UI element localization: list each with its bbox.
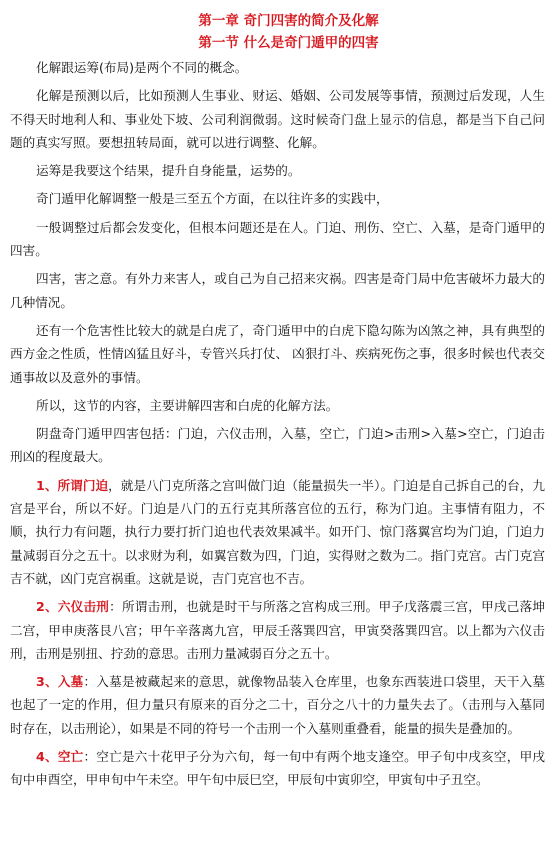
paragraph: 所以，这节的内容，主要讲解四害和白虎的化解方法。	[36, 397, 339, 413]
document-page	[10, 8, 545, 797]
harm-item-label: 2、六仪击刑	[36, 599, 110, 615]
paragraph: 四害，害之意。有外力来害人，或自己为自己招来灾祸。四害是奇门局中危害破坏力最大的几种情况。	[10, 271, 545, 310]
paragraph: 一般调整过后都会发变化，但根本问题还是在人。门迫、刑伤、空亡、入墓，是奇门遁甲的四害。	[10, 219, 545, 259]
harm-item-void	[10, 745, 545, 792]
chapter-title: 第一章 奇门四害的简介及化解	[198, 13, 379, 29]
harm-item-text: ，就是八门克所落之宫叫做门迫（能量损失一半）。门迫是自己拆自己的台，九宫是平台，所以不好。门迫是八门的五行克其所落宫位的五行，称为门迫。主事情有阻力，不顺，执行力有问题，执行力要打折门迫也代表效果减半。如开门、惊门落翼宫均为门迫，门迫力量减弱百分之五十。以求财为利，如翼宫数为四，门迫，实得财之数为二。指门克宫。古门克宫吉不就，凶门克宫祸重。这就是说，吉门克宫也不吉。	[10, 477, 546, 586]
harm-item-text: ：所谓击刑，也就是时干与所落之宫构成三刑。甲子戊落震三宫，甲戌己落坤二宫，甲申庚落艮八宫；甲午辛落离九宫，甲辰壬落巽四宫，甲寅癸落巽四宫。以上都为六仪击刑，击刑是别扭、拧劲的意思。击刑力量减弱百分之五十。	[10, 599, 546, 661]
paragraph: 奇门遁甲化解调整一般是三至五个方面，在以往许多的实践中，	[36, 191, 389, 207]
harm-item-punishment	[10, 595, 545, 665]
section-title: 第一节 什么是奇门遁甲的四害	[198, 35, 379, 51]
harm-item-label: 4、空亡	[36, 749, 84, 765]
harm-item-label: 1、所谓门迫	[36, 477, 109, 493]
paragraph: 阴盘奇门遁甲四害包括：门迫，六仪击刑，入墓，空亡，门迫>击刑>入墓>空亡，门迫击刑凶的程度最大。	[10, 426, 545, 465]
paragraph: 化解跟运筹(布局)是两个不同的概念。	[36, 60, 248, 75]
paragraph: 运筹是我要这个结果，提升自身能量，运势的。	[36, 163, 301, 179]
harm-item-label: 3、入墓	[36, 674, 84, 690]
harm-item-gate-oppression	[10, 474, 545, 590]
harm-item-text: ：入墓是被藏起来的意思，就像物品装入仓库里，也象东西装进口袋里，天干入墓也起了一定的作用，但力量只有原来的百分之二十，百分之八十的力量失去了。（击刑与入墓同时存在，以击刑论），如果是不同的符号一个击刑一个入墓则重叠看，能量的损失是叠加的。	[10, 674, 546, 736]
paragraph: 还有一个危害性比较大的就是白虎了，奇门遁甲中的白虎下隐勾陈为凶煞之神，具有典型的西方金之性质，性情凶猛且好斗，专管兴兵打仗、 凶狠打斗、疾病死伤之事，很多时候也代表交通事故以及意外的事情。	[10, 322, 545, 385]
harm-item-text: ：空亡是六十花甲子分为六旬，每一旬中有两个地支逢空。甲子旬中戌亥空，甲戌旬中申酉空，甲申旬中午未空。甲午旬中辰巳空，甲辰旬中寅卯空，甲寅旬中子丑空。	[10, 749, 546, 788]
harm-item-tomb	[10, 670, 545, 740]
paragraph: 化解是预测以后，比如预测人生事业、财运、婚姻、公司发展等事情，预测过后发现，人生不得天时地利人和、事业处下坡、公司利润微弱。这时候奇门盘上显示的信息，都是当下自己问题的真实写照。要想扭转局面，就可以进行调整、化解。	[10, 88, 545, 150]
